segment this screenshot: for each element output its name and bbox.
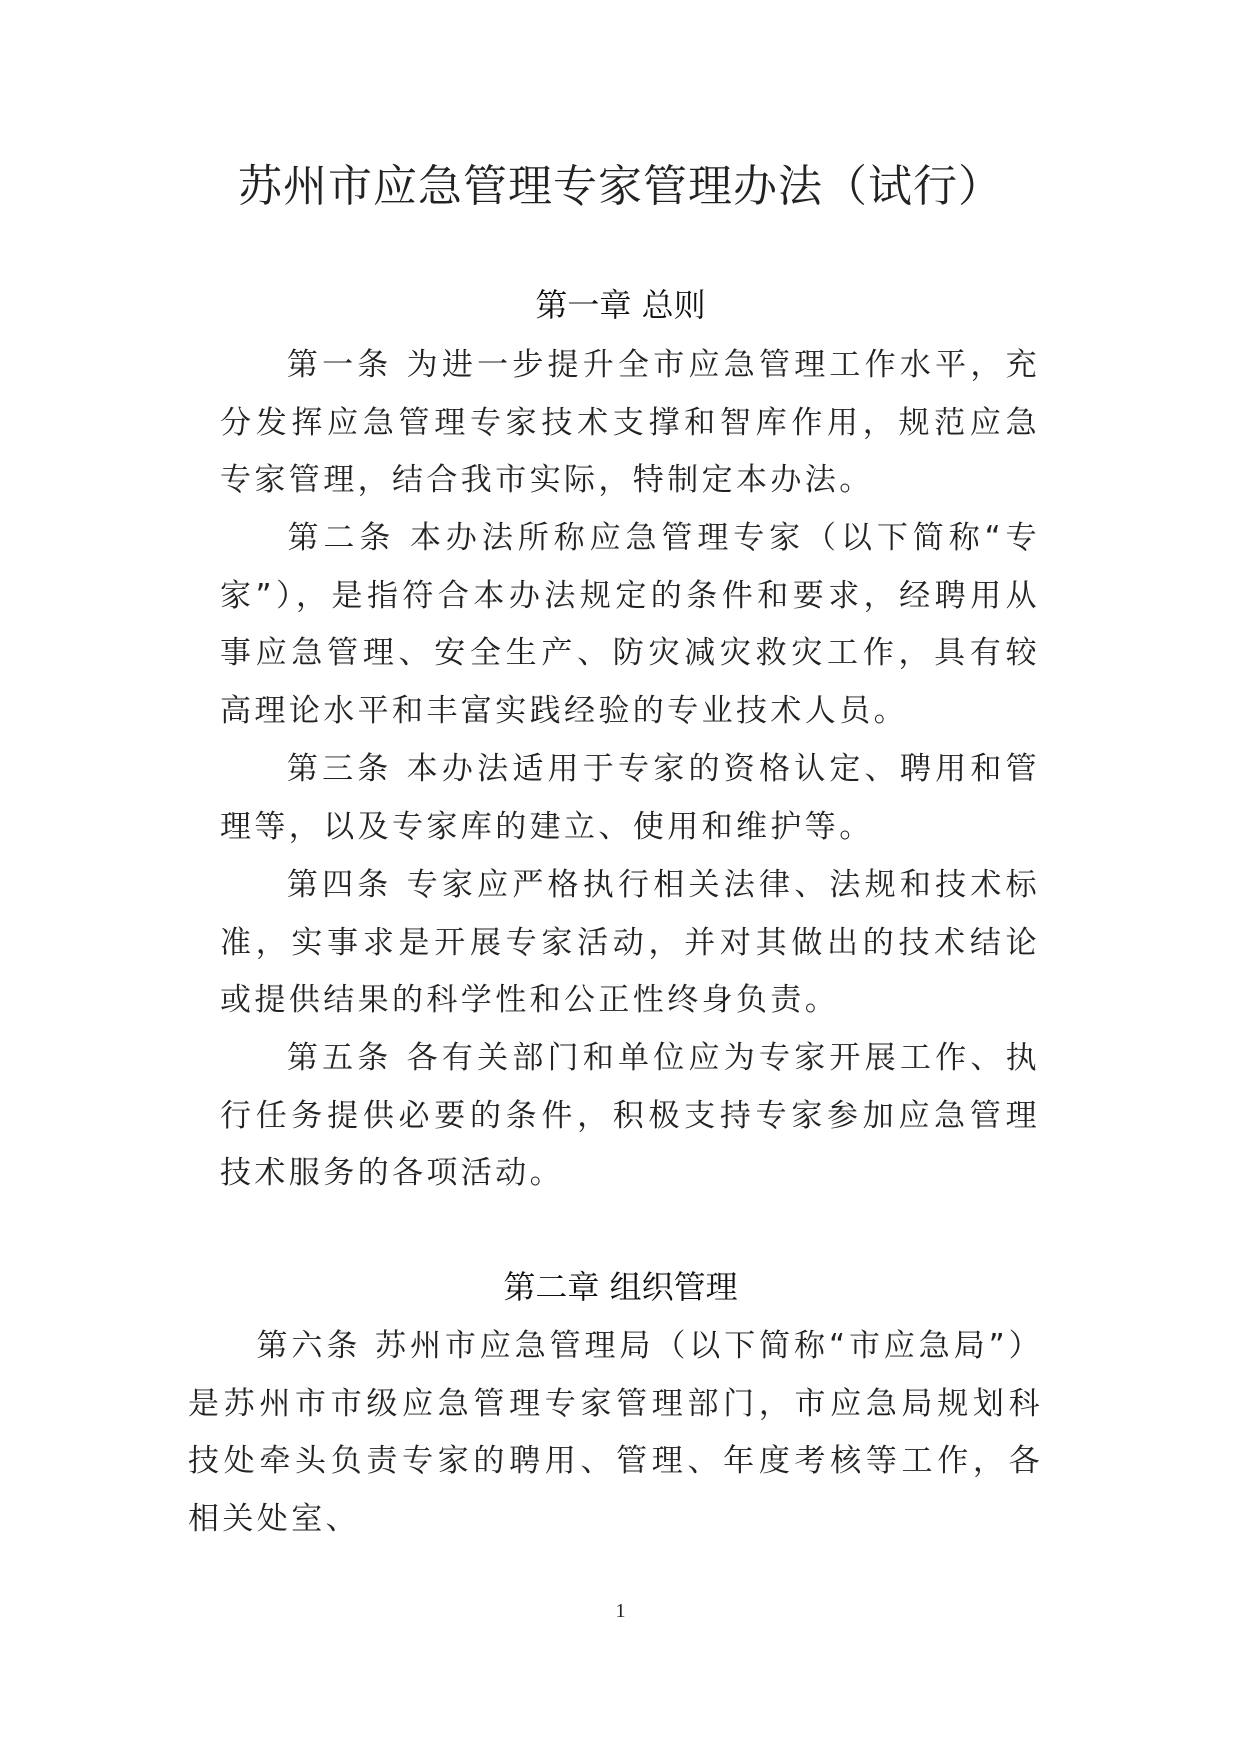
article-paragraph [220,741,1040,856]
article-paragraph [220,510,1040,741]
chapter-heading-2: 第二章 组织管理 [503,1268,738,1306]
article-5-text: 第五条 各有关部门和单位应为专家开展工作、执行任务提供必要的条件，积极支持专家参加应急管理技术服务的各项活动。 [220,1040,1040,1192]
article-2-text: 第二条 本办法所称应急管理专家（以下简称“专家”），是指符合本办法规定的条件和要求，经聘用从事应急管理、安全生产、防灾减灾救灾工作，具有较高理论水平和丰富实践经验的专业技术人员。 [220,520,1040,730]
article-1-text: 第一条 为进一步提升全市应急管理工作水平，充分发挥应急管理专家技术支撑和智库作用，规范应急专家管理，结合我市实际，特制定本办法。 [220,347,1040,499]
page-number: 1 [615,1600,626,1622]
article-paragraph [188,1318,1043,1549]
article-paragraph [220,1030,1040,1203]
article-paragraph [220,337,1040,510]
article-6-text: 第六条 苏州市应急管理局（以下简称“市应急局”）是苏州市市级应急管理专家管理部门，市应急局规划科技处牵头负责专家的聘用、管理、年度考核等工作，各相关处室、 [188,1328,1043,1538]
document-title: 苏州市应急管理专家管理办法（试行） [238,161,1003,212]
article-3-text: 第三条 本办法适用于专家的资格认定、聘用和管理等，以及专家库的建立、使用和维护等。 [220,751,1040,845]
article-4-text: 第四条 专家应严格执行相关法律、法规和技术标准，实事求是开展专家活动，并对其做出的技术结论或提供结果的科学性和公正性终身负责。 [220,867,1040,1019]
article-paragraph [220,857,1040,1030]
chapter-heading-1: 第一章 总则 [535,286,706,324]
